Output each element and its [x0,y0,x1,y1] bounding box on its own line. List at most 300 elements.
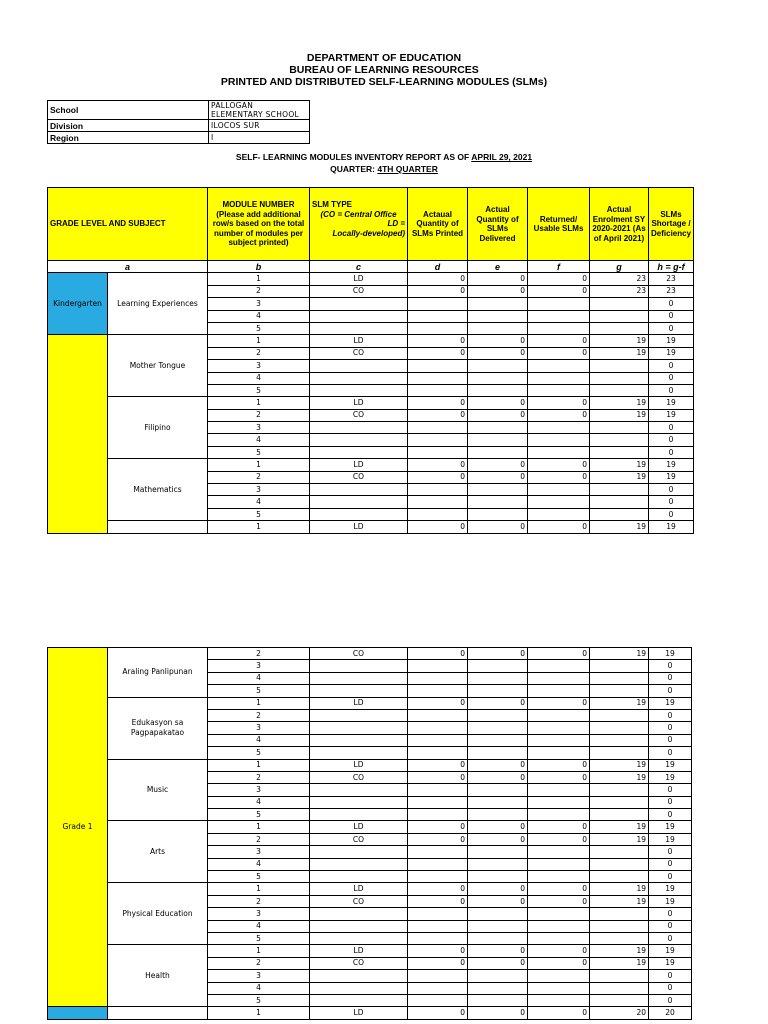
table-row [48,273,694,285]
printed-cell: 0 [408,895,468,907]
region-value: I [209,132,310,144]
slm-type-cell: CO [310,957,408,969]
returned-cell [528,747,590,759]
printed-header: Actaual Quantity of SLMs Printed [408,188,468,261]
returned-cell [528,920,590,932]
delivered-cell [468,422,528,434]
slm-type-cell [310,422,408,434]
shortage-cell: 0 [649,422,694,434]
printed-cell [408,685,468,697]
module-number-cell: 4 [208,310,310,322]
delivered-cell [468,360,528,372]
delivered-header: Actual Quantity of SLMs Delivered [468,188,528,261]
returned-cell [528,871,590,883]
subject-cell [108,1007,208,1019]
shortage-cell: 0 [649,734,692,746]
delivered-cell [468,932,528,944]
shortage-cell: 19 [649,771,692,783]
enrolment-cell: 19 [590,697,649,709]
enrolment-cell: 19 [590,821,649,833]
shortage-cell: 23 [649,285,694,297]
shortage-cell: 0 [649,508,694,520]
column-letter: g [590,261,649,273]
delivered-cell: 0 [468,347,528,359]
quarter-label: QUARTER: [330,164,376,174]
table-row [48,1007,692,1019]
delivered-cell: 0 [468,697,528,709]
shortage-cell: 0 [649,434,694,446]
enrolment-cell [590,809,649,821]
printed-cell [408,384,468,396]
returned-cell [528,508,590,520]
slm-type-cell: CO [310,347,408,359]
delivered-cell: 0 [468,821,528,833]
subject-cell: Edukasyon sa Pagpapakatao [108,697,208,759]
slm-inventory-table-continued [47,647,692,1020]
module-number-cell: 2 [208,957,310,969]
slm-type-cell [310,846,408,858]
delivered-cell [468,747,528,759]
delivered-cell: 0 [468,1007,528,1019]
enrolment-cell: 19 [590,471,649,483]
column-letter: c [310,261,408,273]
returned-cell: 0 [528,895,590,907]
slm-type-cell [310,508,408,520]
enrolment-cell [590,672,649,684]
module-number-cell: 2 [208,648,310,660]
slm-type-cell [310,994,408,1006]
returned-cell: 0 [528,347,590,359]
returned-cell [528,722,590,734]
shortage-cell: 0 [649,846,692,858]
printed-cell [408,322,468,334]
slm-type-cell [310,871,408,883]
shortage-cell: 0 [649,920,692,932]
module-number-cell: 1 [208,459,310,471]
slm-type-cell: CO [310,471,408,483]
module-number-cell: 2 [208,771,310,783]
slm-type-cell [310,446,408,458]
delivered-cell [468,796,528,808]
enrolment-cell [590,920,649,932]
enrolment-cell [590,508,649,520]
returned-cell [528,846,590,858]
delivered-cell: 0 [468,648,528,660]
grade-level-cell: Grade 1 [48,648,108,1007]
column-letter: d [408,261,468,273]
column-letter: b [208,261,310,273]
slm-type-cell [310,310,408,322]
enrolment-cell [590,360,649,372]
shortage-cell: 0 [649,298,694,310]
printed-cell [408,722,468,734]
shortage-cell: 0 [649,484,694,496]
module-number-cell: 2 [208,409,310,421]
delivered-cell: 0 [468,409,528,421]
shortage-cell: 0 [649,858,692,870]
printed-cell [408,360,468,372]
printed-cell [408,434,468,446]
printed-cell [408,932,468,944]
delivered-cell [468,982,528,994]
printed-cell: 0 [408,273,468,285]
slm-type-cell: CO [310,833,408,845]
table-row [48,821,692,833]
shortage-cell: 0 [649,784,692,796]
returned-cell: 0 [528,521,590,533]
shortage-cell: 0 [649,747,692,759]
printed-cell [408,496,468,508]
table-row [48,397,694,409]
slm-inventory-table-top [47,187,694,534]
module-number-cell: 4 [208,434,310,446]
printed-cell [408,734,468,746]
delivered-cell [468,871,528,883]
module-number-cell: 3 [208,722,310,734]
module-number-cell: 5 [208,446,310,458]
delivered-cell [468,994,528,1006]
printed-cell [408,372,468,384]
returned-cell: 0 [528,957,590,969]
module-number-cell: 3 [208,422,310,434]
delivered-cell [468,660,528,672]
delivered-cell: 0 [468,521,528,533]
module-number-cell: 1 [208,1007,310,1019]
enrolment-cell [590,970,649,982]
enrolment-cell [590,734,649,746]
returned-cell [528,796,590,808]
module-number-cell: 2 [208,285,310,297]
shortage-cell: 0 [649,672,692,684]
returned-cell [528,446,590,458]
school-info-table [47,100,310,144]
module-number-cell: 4 [208,734,310,746]
printed-cell: 0 [408,957,468,969]
returned-cell [528,384,590,396]
printed-cell [408,709,468,721]
module-number-cell: 3 [208,298,310,310]
delivered-cell: 0 [468,833,528,845]
printed-cell [408,809,468,821]
delivered-cell [468,709,528,721]
slm-type-ld: LD = [387,219,405,228]
table-row [48,335,694,347]
delivered-cell: 0 [468,895,528,907]
module-number-cell: 1 [208,883,310,895]
slm-type-cell: LD [310,521,408,533]
enrolment-cell [590,660,649,672]
shortage-cell: 23 [649,273,694,285]
grade-level-cell [48,1007,108,1019]
subject-cell: Araling Panlipunan [108,648,208,698]
shortage-cell: 19 [649,945,692,957]
printed-cell [408,446,468,458]
slm-type-cell [310,908,408,920]
shortage-cell: 19 [649,459,694,471]
shortage-cell: 19 [649,397,694,409]
delivered-cell [468,310,528,322]
enrolment-cell [590,384,649,396]
slm-type-cell: CO [310,648,408,660]
returned-cell [528,994,590,1006]
delivered-cell [468,322,528,334]
module-number-cell: 5 [208,932,310,944]
printed-cell: 0 [408,409,468,421]
table-row [48,945,692,957]
slm-type-cell: LD [310,273,408,285]
slm-type-cell: LD [310,335,408,347]
printed-cell: 0 [408,833,468,845]
printed-cell [408,747,468,759]
enrolment-cell [590,422,649,434]
delivered-cell [468,508,528,520]
module-number-cell: 3 [208,660,310,672]
printed-cell [408,422,468,434]
enrolment-cell [590,685,649,697]
printed-cell: 0 [408,459,468,471]
slm-type-cell [310,784,408,796]
shortage-cell: 19 [649,883,692,895]
returned-cell [528,322,590,334]
subject-cell: Arts [108,821,208,883]
enrolment-cell: 19 [590,895,649,907]
slm-type-cell [310,434,408,446]
slm-type-cell [310,322,408,334]
module-number-cell: 1 [208,697,310,709]
shortage-cell: 19 [649,759,692,771]
module-number-cell: 4 [208,496,310,508]
printed-cell: 0 [408,285,468,297]
enrolment-cell [590,871,649,883]
shortage-cell: 0 [649,446,694,458]
delivered-cell: 0 [468,759,528,771]
module-number-cell: 1 [208,945,310,957]
slm-type-cell [310,484,408,496]
delivered-cell: 0 [468,397,528,409]
delivered-cell [468,434,528,446]
printed-cell [408,484,468,496]
slm-type-cell [310,809,408,821]
module-number-cell: 3 [208,846,310,858]
table-row [48,648,692,660]
grade-level-cell [48,335,108,533]
module-number-cell: 4 [208,858,310,870]
shortage-cell: 0 [649,994,692,1006]
module-number-cell: 3 [208,484,310,496]
printed-cell: 0 [408,771,468,783]
returned-cell [528,908,590,920]
slm-type-cell: LD [310,697,408,709]
shortage-cell: 0 [649,982,692,994]
module-number-cell: 1 [208,335,310,347]
column-letter: e [468,261,528,273]
returned-cell: 0 [528,945,590,957]
module-number-cell: 5 [208,809,310,821]
module-number-cell: 4 [208,920,310,932]
shortage-cell: 19 [649,471,694,483]
shortage-cell: 19 [649,409,694,421]
printed-cell [408,920,468,932]
returned-cell [528,970,590,982]
enrolment-cell [590,298,649,310]
quarter-line [0,164,768,175]
returned-cell [528,734,590,746]
slm-type-header [310,188,408,261]
shortage-cell: 0 [649,660,692,672]
printed-cell: 0 [408,521,468,533]
printed-cell: 0 [408,471,468,483]
returned-cell: 0 [528,335,590,347]
enrolment-cell: 19 [590,771,649,783]
delivered-cell: 0 [468,883,528,895]
slm-type-cell [310,660,408,672]
slm-type-cell [310,796,408,808]
printed-cell [408,672,468,684]
returned-cell: 0 [528,821,590,833]
returned-cell: 0 [528,397,590,409]
returned-cell: 0 [528,471,590,483]
enrolment-cell [590,932,649,944]
enrolment-header: Actual Enrolment SY 2020-2021 (As of April 2021) [590,188,649,261]
division-value: ILOCOS SUR [209,120,310,132]
printed-cell: 0 [408,945,468,957]
slm-type-cell: CO [310,895,408,907]
printed-cell [408,908,468,920]
returned-cell: 0 [528,771,590,783]
shortage-cell: 0 [649,685,692,697]
enrolment-cell [590,994,649,1006]
slm-type-cell [310,858,408,870]
module-number-cell: 4 [208,672,310,684]
printed-cell [408,298,468,310]
slm-type-cell [310,722,408,734]
shortage-cell: 0 [649,871,692,883]
slm-type-cell [310,384,408,396]
returned-header: Returned/ Usable SLMs [528,188,590,261]
returned-cell [528,685,590,697]
module-number-cell: 3 [208,784,310,796]
slm-type-ld-desc: Locally-developed) [332,228,405,238]
returned-cell [528,310,590,322]
module-number-cell: 5 [208,747,310,759]
shortage-cell: 19 [649,833,692,845]
slm-type-cell: LD [310,821,408,833]
returned-cell: 0 [528,273,590,285]
shortage-cell: 19 [649,335,694,347]
subject-cell: Filipino [108,397,208,459]
enrolment-cell [590,372,649,384]
table-row [48,883,692,895]
module-number-cell: 2 [208,347,310,359]
shortage-cell: 0 [649,908,692,920]
delivered-cell: 0 [468,471,528,483]
printed-cell: 0 [408,397,468,409]
module-number-cell: 4 [208,372,310,384]
enrolment-cell [590,322,649,334]
shortage-cell: 19 [649,895,692,907]
shortage-cell: 0 [649,372,694,384]
returned-cell [528,932,590,944]
printed-cell [408,310,468,322]
subject-cell: Learning Experiences [108,273,208,335]
returned-cell [528,484,590,496]
subject-cell: Health [108,945,208,1007]
delivered-cell [468,734,528,746]
school-value: PALLOGAN ELEMENTARY SCHOOL [209,101,310,120]
returned-cell: 0 [528,1007,590,1019]
slm-type-cell: LD [310,1007,408,1019]
delivered-cell [468,446,528,458]
enrolment-cell [590,434,649,446]
module-number-cell: 3 [208,908,310,920]
slm-type-cell [310,685,408,697]
module-number-cell: 1 [208,821,310,833]
returned-cell: 0 [528,759,590,771]
printed-cell: 0 [408,648,468,660]
division-label: Division [48,120,209,132]
module-number-cell: 1 [208,397,310,409]
module-number-cell: 2 [208,709,310,721]
printed-cell: 0 [408,821,468,833]
enrolment-cell: 19 [590,347,649,359]
shortage-cell: 0 [649,796,692,808]
delivered-cell [468,384,528,396]
printed-cell [408,846,468,858]
enrolment-cell [590,484,649,496]
printed-cell [408,508,468,520]
enrolment-cell [590,846,649,858]
returned-cell [528,809,590,821]
delivered-cell: 0 [468,945,528,957]
printed-cell [408,982,468,994]
report-title-prefix: SELF- LEARNING MODULES INVENTORY REPORT AS OF [235,152,470,162]
department-title: DEPARTMENT OF EDUCATION [306,52,462,64]
shortage-cell: 20 [649,1007,692,1019]
returned-cell: 0 [528,459,590,471]
printed-cell [408,970,468,982]
shortage-cell: 0 [649,310,694,322]
report-date: APRIL 29, 2021 [471,152,533,162]
module-number-header: MODULE NUMBER (Please add additional row/s based on the total number of modules per subject printed) [208,188,310,261]
delivered-cell: 0 [468,335,528,347]
enrolment-cell: 19 [590,759,649,771]
enrolment-cell: 19 [590,945,649,957]
shortage-cell: 0 [649,722,692,734]
slm-type-cell [310,747,408,759]
shortage-cell: 0 [649,360,694,372]
slm-type-cell: CO [310,771,408,783]
delivered-cell [468,685,528,697]
enrolment-cell: 19 [590,648,649,660]
shortage-cell: 0 [649,322,694,334]
printed-cell [408,784,468,796]
module-number-cell: 5 [208,685,310,697]
bureau-title: BUREAU OF LEARNING RESOURCES [289,64,479,76]
slm-type-cell [310,298,408,310]
column-letter-row [48,261,694,273]
subject-cell: Mathematics [108,459,208,521]
region-label: Region [48,132,209,144]
enrolment-cell: 19 [590,397,649,409]
shortage-cell: 0 [649,970,692,982]
shortage-cell: 0 [649,932,692,944]
table-row [48,759,692,771]
returned-cell: 0 [528,409,590,421]
enrolment-cell [590,908,649,920]
shortage-cell: 19 [649,648,692,660]
slm-type-cell [310,932,408,944]
printed-cell: 0 [408,347,468,359]
